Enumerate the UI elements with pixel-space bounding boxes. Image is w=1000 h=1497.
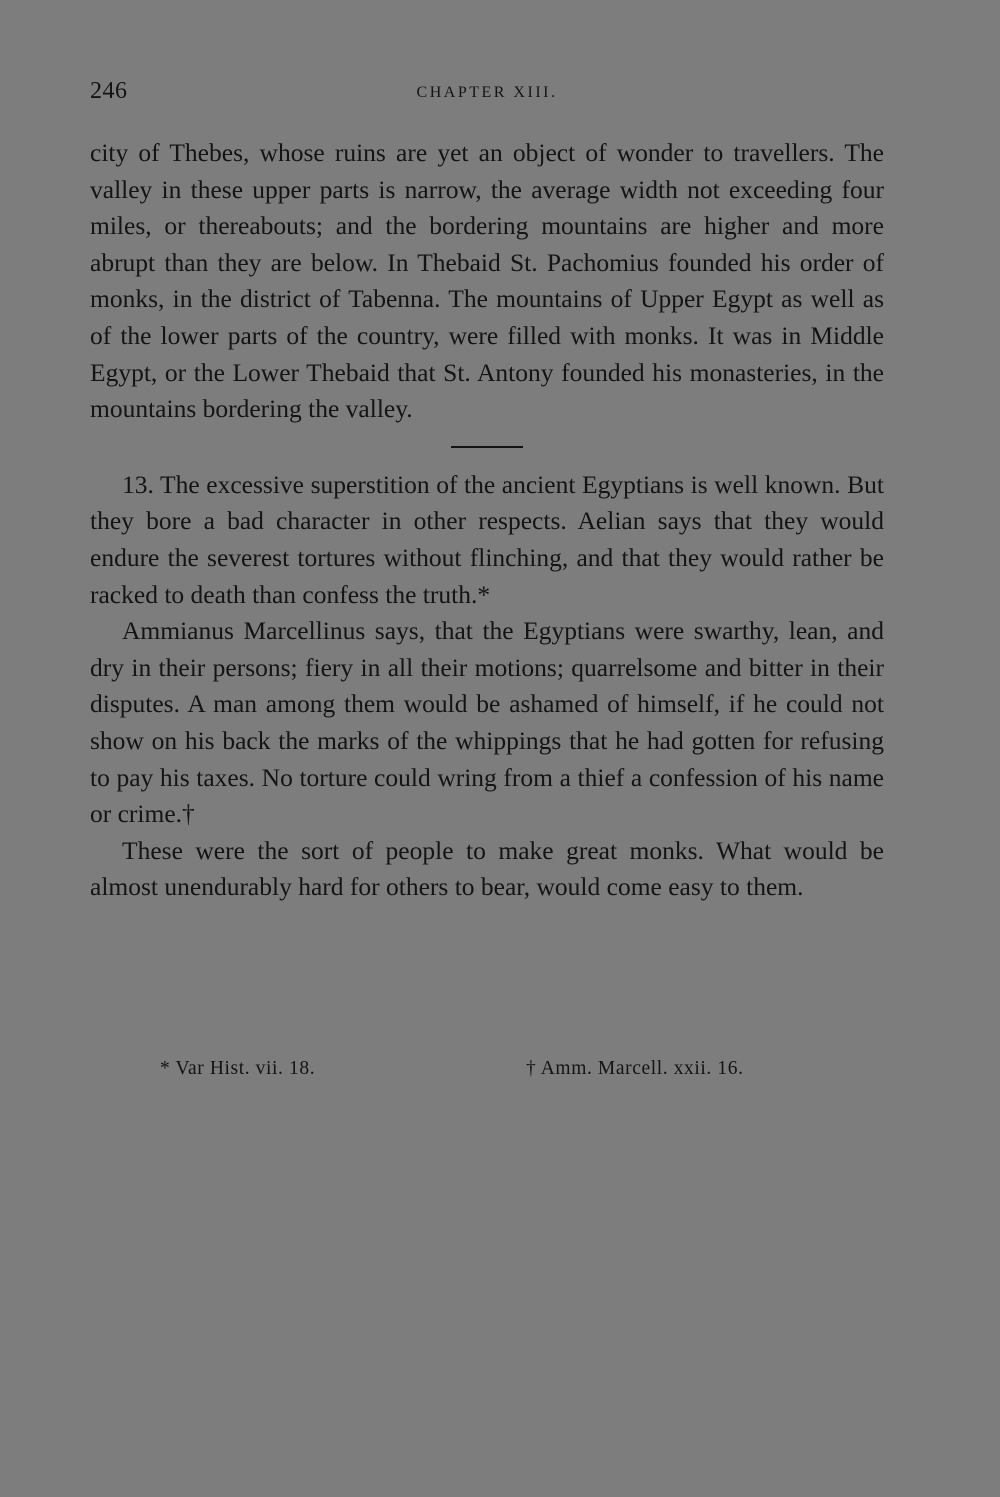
section-divider (451, 446, 523, 448)
footnote-aelian: * Var Hist. vii. 18. (160, 1058, 316, 1079)
paragraph-ammianus: Ammianus Marcellinus says, that the Egyptians were swarthy, lean, and dry in their persons; fiery in all their motions; quarrelsome and bitter in their disputes. A man among them would be ashamed of himself, if he could not show on his back the marks of the whippings that he had gotten for refusing to pay his taxes. No torture could wring from a thief a confession of his name or crime.† (90, 616, 884, 829)
paragraph-monks: These were the sort of people to make great monks. What would be almost unendurably hard for others to bear, would come easy to them. (90, 835, 884, 902)
paragraph-section-13: 13. The excessive superstition of the ancient Egyptians is well known. But they bore a bad character in other respects. Aelian says that they would endure the severest tortures without flinching, and that they would rather be racked to death than confess the truth.* (90, 469, 884, 609)
running-head: CHAPTER XIII. (416, 84, 558, 101)
body-text (90, 135, 884, 906)
page-header (90, 78, 884, 110)
page-number: 246 (90, 78, 128, 104)
footnote-ammianus: † Amm. Marcell. xxii. 16. (526, 1058, 744, 1079)
paragraph-thebes: city of Thebes, whose ruins are yet an object of wonder to travellers. The valley in these upper parts is narrow, the average width not exceeding four miles, or thereabouts; and the bordering mountains are higher and more abrupt than they are below. In Thebaid St. Pachomius founded his order of monks, in the district of Tabenna. The mountains of Upper Egypt as well as of the lower parts of the country, were filled with monks. It was in Middle Egypt, or the Lower Thebaid that St. Antony founded his monasteries, in the mountains bordering the valley. (90, 138, 884, 424)
